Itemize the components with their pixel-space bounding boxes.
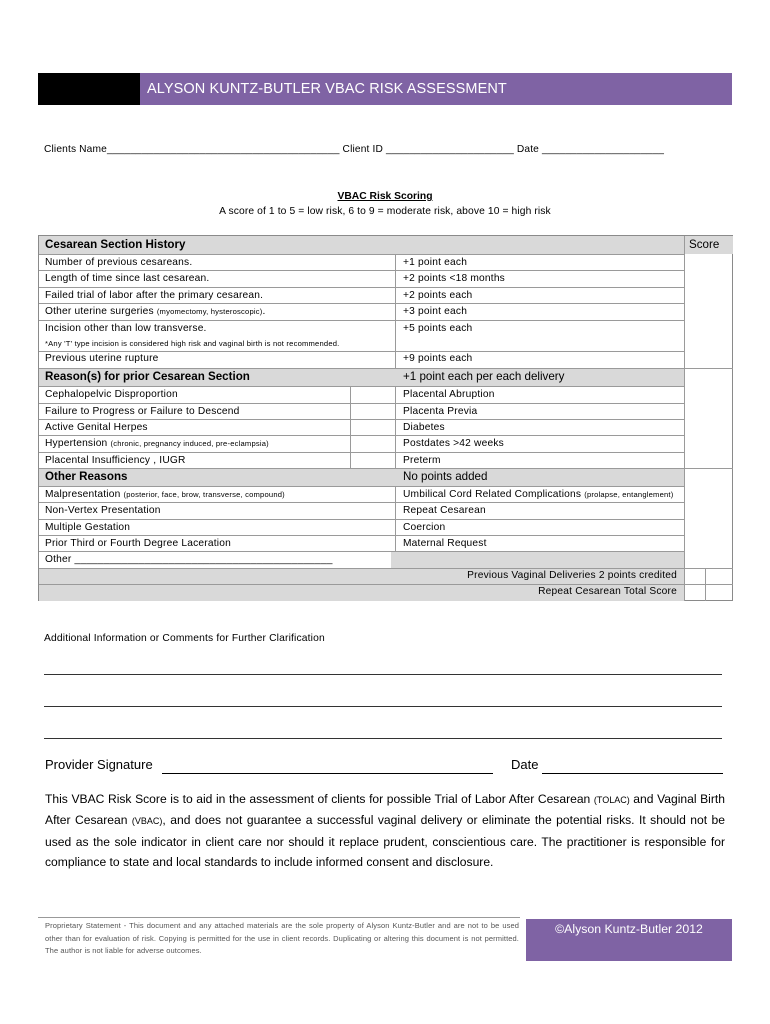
- comment-line[interactable]: [44, 738, 722, 739]
- section-header-shade: [39, 468, 684, 486]
- reason-right-item: Preterm: [403, 455, 441, 466]
- client-info-line: Clients Name________________________________________ Client ID ______________________ Date _____________________: [44, 144, 665, 155]
- history-row-points: +1 point each: [403, 257, 468, 268]
- other-left-item: Non-Vertex Presentation: [45, 505, 161, 516]
- comment-line[interactable]: [44, 706, 722, 707]
- history-row-points: +3 point each: [403, 306, 468, 317]
- reason-right-item: Placental Abruption: [403, 389, 495, 400]
- disclaimer-paragraph: This VBAC Risk Score is to aid in the assessment of clients for possible Trial of Labor After Cesarean (TOLAC) and Vaginal Birth After Cesarean (VBAC), and does not guarantee a successful vaginal delivery or eliminate the potential risks. It should not be used as the sole indicator in client care nor should it replace prudent, conscientious care. The practitioner is responsible for compliance to state and local standards to include informed consent and disclosure.: [45, 792, 725, 870]
- proprietary-statement: Proprietary Statement - This document and any attached materials are the sole property of Alyson Kuntz-Butler and are not to be used other than for evaluation of risk. Copying is permitted for the use in client records. Duplicating or altering this document is not permitted. The author is not liable for adverse outcomes.: [45, 921, 519, 956]
- other-right-item: Repeat Cesarean: [403, 505, 486, 516]
- section-title-cesarean-history: Cesarean Section History: [45, 238, 186, 251]
- reason-left-item: Failure to Progress or Failure to Descend: [45, 406, 240, 417]
- history-row-label: Incision other than low transverse.: [45, 323, 207, 334]
- other-write-in-field[interactable]: Other ____________________________________________: [45, 554, 333, 565]
- previous-vaginal-deliveries-label: Previous Vaginal Deliveries 2 points credited: [467, 570, 677, 581]
- other-right-item: Maternal Request: [403, 538, 487, 549]
- reason-left-item: Placental Insufficiency , IUGR: [45, 455, 186, 466]
- history-row-points: +9 points each: [403, 353, 473, 364]
- section-points-prior-reasons: +1 point each per each delivery: [403, 370, 565, 383]
- title-banner: [38, 73, 732, 105]
- reason-right-item: Postdates >42 weeks: [403, 438, 504, 449]
- other-right-item: Umbilical Cord Related Complications (prolapse, entanglement): [403, 489, 674, 500]
- section-title-prior-reasons: Reason(s) for prior Cesarean Section: [45, 370, 250, 383]
- score-column-header: Score: [689, 238, 720, 251]
- signature-date-line[interactable]: [542, 773, 723, 774]
- incision-footnote: *Any 'T' type incision is considered high risk and vaginal birth is not recommended.: [45, 339, 340, 348]
- reason-left-item: Active Genital Herpes: [45, 422, 148, 433]
- section-points-other-reasons: No points added: [403, 470, 488, 483]
- document-title: ALYSON KUNTZ-BUTLER VBAC RISK ASSESSMENT: [147, 81, 507, 97]
- history-row-points: +5 points each: [403, 323, 473, 334]
- copyright-box: [526, 919, 732, 961]
- other-right-item: Coercion: [403, 522, 446, 533]
- history-row-label: Previous uterine rupture: [45, 353, 159, 364]
- history-row-label: Other uterine surgeries (myomectomy, hysteroscopic).: [45, 306, 266, 317]
- history-row-points: +2 points each: [403, 290, 473, 301]
- comment-line[interactable]: [44, 674, 722, 675]
- copyright-text: ©Alyson Kuntz-Butler 2012: [555, 922, 703, 936]
- risk-score-table: [38, 235, 733, 601]
- reason-left-item: Cephalopelvic Disproportion: [45, 389, 178, 400]
- repeat-cesarean-total-label: Repeat Cesarean Total Score: [538, 586, 677, 597]
- additional-info-label: Additional Information or Comments for Further Clarification: [44, 633, 325, 644]
- history-row-label: Failed trial of labor after the primary cesarean.: [45, 290, 264, 301]
- scoring-legend: A score of 1 to 5 = low risk, 6 to 9 = moderate risk, above 10 = high risk: [219, 206, 551, 217]
- other-left-item: Prior Third or Fourth Degree Laceration: [45, 538, 231, 549]
- empty-cell-shade: [391, 551, 684, 568]
- provider-signature-line[interactable]: [162, 773, 493, 774]
- provider-signature-label: Provider Signature: [45, 757, 153, 772]
- reason-left-item: Hypertension (chronic, pregnancy induced, pre-eclampsia): [45, 438, 269, 449]
- signature-date-label: Date: [511, 757, 539, 772]
- history-row-points: +2 points <18 months: [403, 273, 505, 284]
- reason-right-item: Diabetes: [403, 422, 445, 433]
- section-title-other-reasons: Other Reasons: [45, 470, 128, 483]
- history-row-label: Length of time since last cesarean.: [45, 273, 210, 284]
- footer-divider: [38, 917, 520, 918]
- reason-right-item: Placenta Previa: [403, 406, 478, 417]
- banner-black-block: [38, 73, 140, 105]
- other-left-item: Multiple Gestation: [45, 522, 131, 533]
- history-row-label: Number of previous cesareans.: [45, 257, 193, 268]
- other-left-item: Malpresentation (posterior, face, brow, transverse, compound): [45, 489, 285, 500]
- scoring-title: VBAC Risk Scoring: [337, 191, 433, 202]
